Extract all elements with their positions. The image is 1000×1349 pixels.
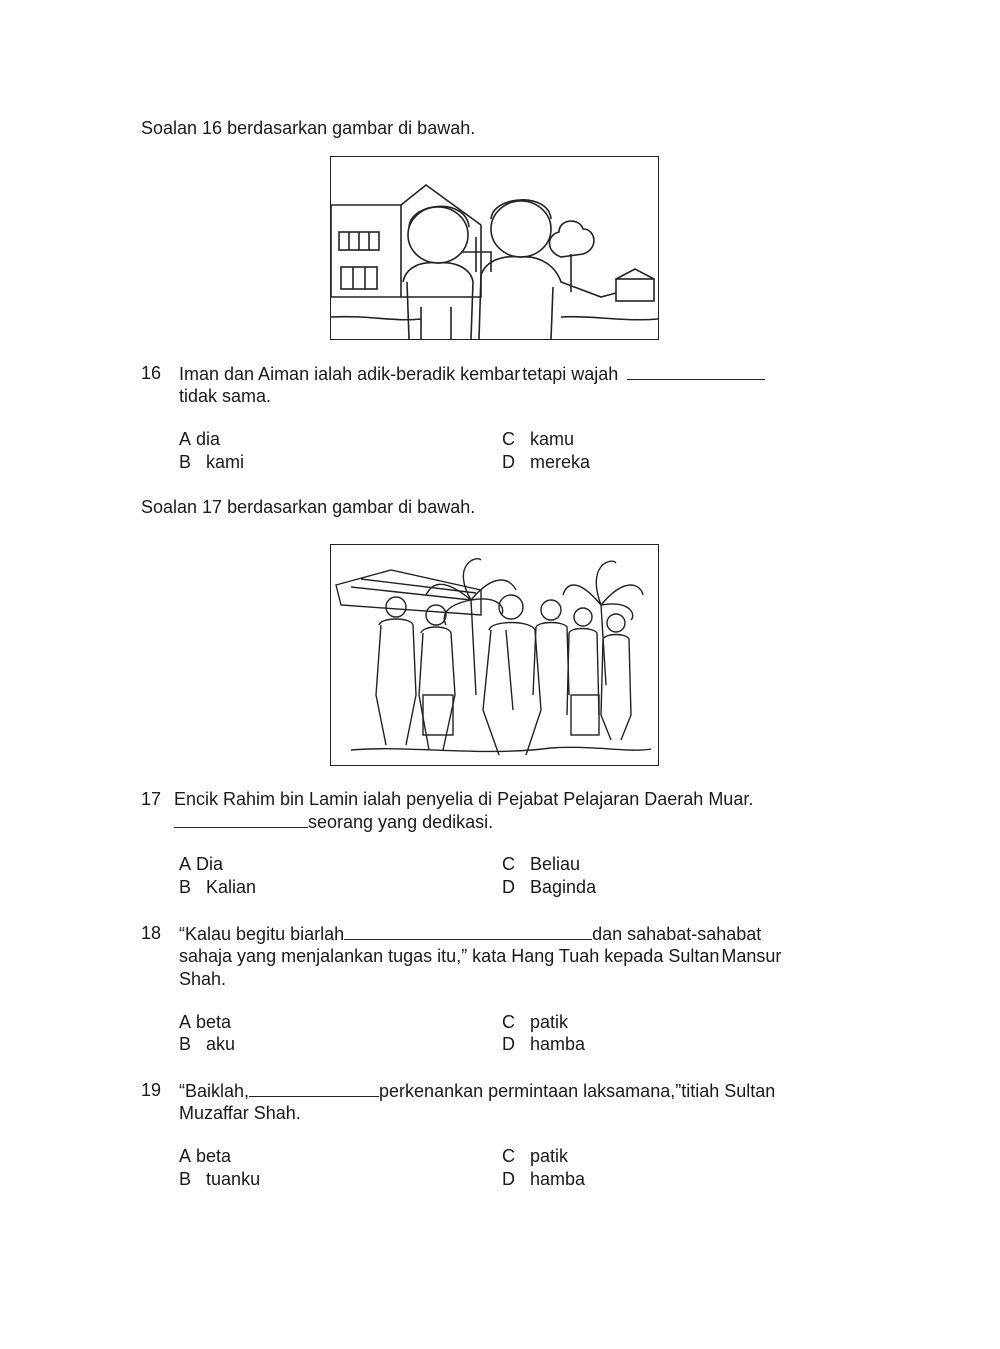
answer-blank bbox=[174, 810, 308, 828]
option-letter: D bbox=[502, 1169, 515, 1189]
answer-blank bbox=[249, 1079, 379, 1097]
option-a[interactable] bbox=[179, 1011, 231, 1033]
question-19-text-line1 bbox=[179, 1079, 775, 1102]
question-18-text-c: sahaja yang menjalankan tugas itu,” kata Hang Tuah kepada Sultan bbox=[179, 946, 720, 966]
option-letter: A bbox=[179, 429, 192, 449]
question-16-text-line1 bbox=[179, 362, 765, 385]
question-16-illustration bbox=[330, 156, 659, 340]
option-a[interactable] bbox=[179, 1145, 231, 1167]
option-letter: A bbox=[179, 1146, 192, 1166]
option-letter: A bbox=[179, 1012, 192, 1032]
question-16-text-b: tetapi wajah bbox=[522, 364, 619, 384]
boys-drawing bbox=[331, 157, 658, 339]
question-18-text-d: Mansur bbox=[721, 946, 782, 966]
option-text: Dia bbox=[196, 854, 224, 874]
group-drawing bbox=[331, 545, 658, 765]
option-text: Baginda bbox=[530, 877, 597, 897]
option-text: kamu bbox=[530, 429, 575, 449]
option-text: dia bbox=[196, 429, 221, 449]
option-letter: B bbox=[179, 877, 192, 897]
option-b[interactable] bbox=[179, 876, 256, 898]
question-17-text-line1: Encik Rahim bin Lamin ialah penyelia di Pejabat Pelajaran Daerah Muar. bbox=[174, 789, 754, 809]
option-text: beta bbox=[196, 1146, 232, 1166]
question-17-number: 17 bbox=[141, 789, 162, 809]
option-d[interactable] bbox=[502, 451, 590, 473]
question-18-text-line3: Shah. bbox=[179, 969, 227, 989]
option-b[interactable] bbox=[179, 1033, 235, 1055]
answer-blank bbox=[344, 922, 592, 940]
option-text: Beliau bbox=[530, 854, 581, 874]
question-17-intro: Soalan 17 berdasarkan gambar di bawah. bbox=[141, 497, 476, 517]
question-18-text-line1 bbox=[179, 922, 761, 945]
question-18-number: 18 bbox=[141, 923, 162, 943]
option-a[interactable] bbox=[179, 428, 220, 450]
option-b[interactable] bbox=[179, 1168, 260, 1190]
question-16-intro: Soalan 16 berdasarkan gambar di bawah. bbox=[141, 118, 476, 138]
option-text: beta bbox=[196, 1012, 232, 1032]
option-letter: B bbox=[179, 452, 192, 472]
answer-blank bbox=[627, 362, 765, 380]
option-text: aku bbox=[206, 1034, 236, 1054]
option-letter: B bbox=[179, 1169, 192, 1189]
option-d[interactable] bbox=[502, 1168, 585, 1190]
option-text: Kalian bbox=[206, 877, 257, 897]
question-18-text-a: “Kalau begitu biarlah bbox=[179, 924, 345, 944]
option-letter: C bbox=[502, 1012, 515, 1032]
option-c[interactable] bbox=[502, 1011, 568, 1033]
option-text: patik bbox=[530, 1146, 569, 1166]
option-c[interactable] bbox=[502, 853, 580, 875]
question-19-number: 19 bbox=[141, 1080, 162, 1100]
question-18-text-line2 bbox=[179, 945, 781, 967]
option-c[interactable] bbox=[502, 1145, 568, 1167]
question-19-text-b: perkenankan permintaan laksamana,”titiah Sultan bbox=[379, 1081, 776, 1101]
question-16-text-line2: tidak sama. bbox=[179, 386, 272, 406]
option-text: hamba bbox=[530, 1169, 586, 1189]
option-letter: D bbox=[502, 1034, 515, 1054]
option-letter: B bbox=[179, 1034, 192, 1054]
option-text: tuanku bbox=[206, 1169, 261, 1189]
option-letter: C bbox=[502, 429, 515, 449]
option-text: kami bbox=[206, 452, 245, 472]
option-letter: C bbox=[502, 854, 515, 874]
question-17-text-line2 bbox=[174, 810, 493, 833]
option-d[interactable] bbox=[502, 876, 596, 898]
option-c[interactable] bbox=[502, 428, 574, 450]
question-19-text-line2: Muzaffar Shah. bbox=[179, 1103, 301, 1123]
option-d[interactable] bbox=[502, 1033, 585, 1055]
question-17-illustration bbox=[330, 544, 659, 766]
option-letter: D bbox=[502, 877, 515, 897]
option-letter: A bbox=[179, 854, 192, 874]
option-a[interactable] bbox=[179, 853, 223, 875]
question-16-number: 16 bbox=[141, 363, 162, 383]
option-letter: D bbox=[502, 452, 515, 472]
option-b[interactable] bbox=[179, 451, 244, 473]
option-text: mereka bbox=[530, 452, 591, 472]
option-letter: C bbox=[502, 1146, 515, 1166]
question-16-text-a: Iman dan Aiman ialah adik-beradik kembar bbox=[179, 364, 521, 384]
option-text: hamba bbox=[530, 1034, 586, 1054]
option-text: patik bbox=[530, 1012, 569, 1032]
question-18-text-b: dan sahabat-sahabat bbox=[592, 924, 762, 944]
question-17-text-b: seorang yang dedikasi. bbox=[308, 812, 494, 832]
question-19-text-a: “Baiklah, bbox=[179, 1081, 250, 1101]
